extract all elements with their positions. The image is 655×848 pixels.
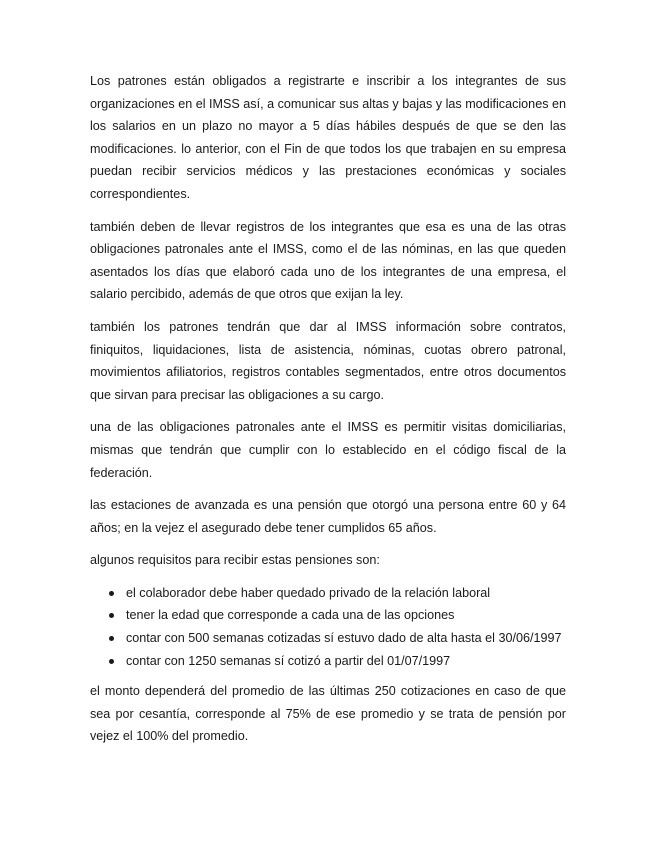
list-item-text: tener la edad que corresponde a cada una de las opciones bbox=[126, 608, 455, 623]
list-item-text: el colaborador debe haber quedado privado de la relación laboral bbox=[126, 585, 491, 600]
paragraph-informacion-imss: también los patrones tendrán que dar al IMSS información sobre contratos, finiquitos, liquidaciones, lista de asistencia, nóminas, cuotas obrero patronal, movimientos afiliatorios, registros contables segmentados, entre otros documentos que sirvan para precisar las obligaciones a su cargo. bbox=[90, 319, 566, 402]
list-item bbox=[90, 650, 566, 673]
paragraph-pension-vejez: las estaciones de avanzada es una pensión que otorgó una persona entre 60 y 64 años; en la vejez el asegurado debe tener cumplidos 65 años. bbox=[90, 498, 566, 535]
requirements-list bbox=[90, 582, 566, 672]
bullet-icon bbox=[109, 613, 114, 618]
document-page bbox=[90, 70, 566, 758]
bullet-icon bbox=[109, 591, 114, 596]
bullet-icon bbox=[109, 659, 114, 664]
paragraph-registro-patrones: Los patrones están obligados a registrarte e inscribir a los integrantes de sus organizaciones en el IMSS así, a comunicar sus altas y bajas y las modificaciones en los salarios en un plazo no mayor a 5 días hábiles después de que se den las modificaciones. lo anterior, con el Fin de que todos los que trabajen en su empresa puedan recibir servicios médicos y las prestaciones económicas y sociales correspondientes. bbox=[90, 74, 566, 201]
list-item bbox=[90, 627, 566, 650]
list-item-text: contar con 500 semanas cotizadas sí estuvo dado de alta hasta el 30/06/1997 bbox=[126, 631, 562, 646]
paragraph-registros-nominas: también deben de llevar registros de los integrantes que esa es una de las otras obligaciones patronales ante el IMSS, como el de las nóminas, en las que queden asentados los días que elaboró cada uno de los integrantes de una empresa, el salario percibido, además de que otros que exijan la ley. bbox=[90, 219, 566, 302]
paragraph-monto-pension: el monto dependerá del promedio de las últimas 250 cotizaciones en caso de que sea por cesantía, corresponde al 75% de ese promedio y se trata de pensión por vejez el 100% del promedio. bbox=[90, 684, 566, 744]
list-item bbox=[90, 604, 566, 627]
paragraph-visitas-domiciliarias: una de las obligaciones patronales ante el IMSS es permitir visitas domiciliarias, mismas que tendrán que cumplir con lo establecido en el código fiscal de la federación. bbox=[90, 420, 566, 480]
list-item bbox=[90, 582, 566, 605]
bullet-icon bbox=[109, 636, 114, 641]
paragraph-requisitos-intro: algunos requisitos para recibir estas pensiones son: bbox=[90, 553, 380, 568]
list-item-text: contar con 1250 semanas sí cotizó a partir del 01/07/1997 bbox=[126, 653, 451, 668]
